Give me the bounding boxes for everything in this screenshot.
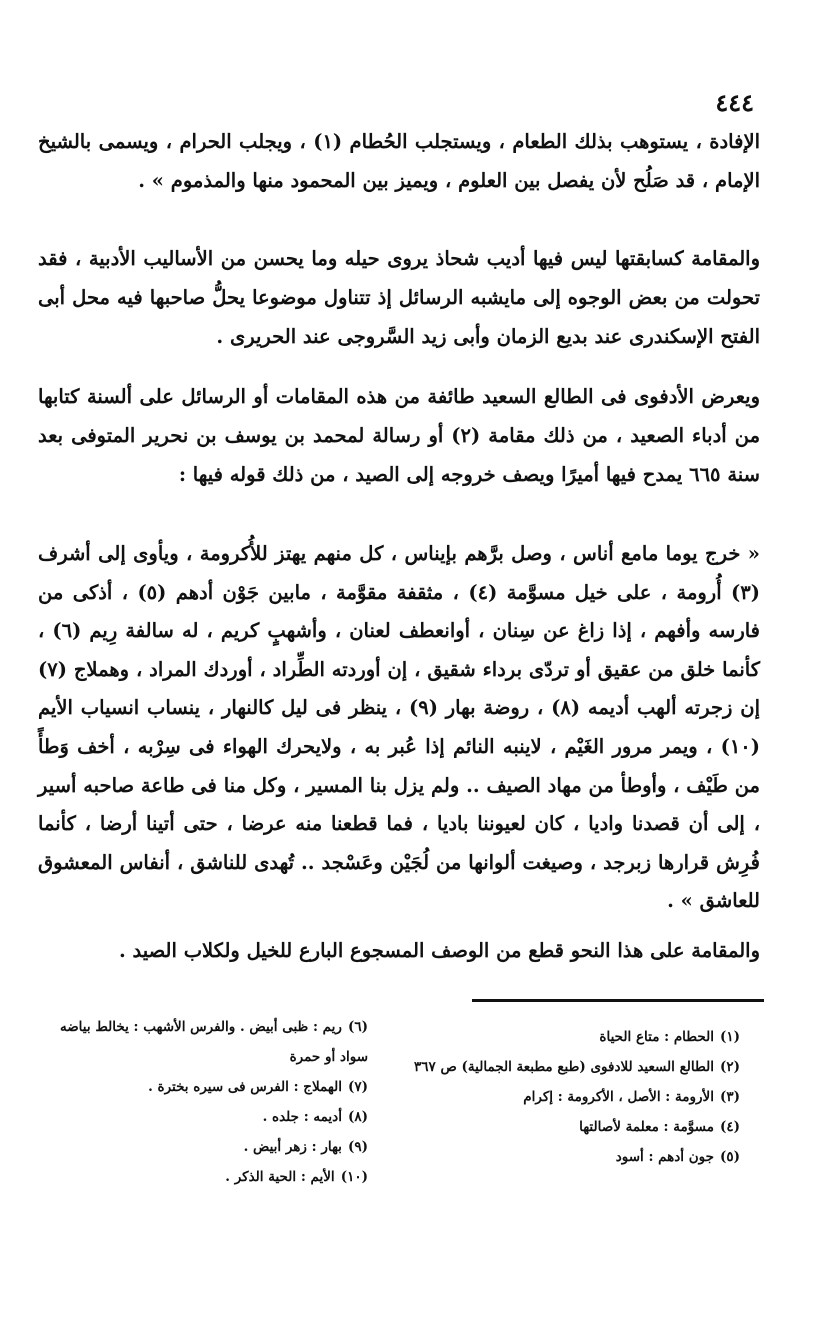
paragraph-1: الإفادة ، يستوهب بذلك الطعام ، ويستجلب الحُطام (١) ، ويجلب الحرام ، ويسمى بالشيخ الإمام ، قد صَلُح لأن يفصل بين العلوم ، ويميز بين المحمود منها والمذموم » .: [38, 130, 760, 192]
footnote: (٧)الهملاج : الفرس فى سيره بخترة .: [148, 1079, 368, 1095]
footnote: (١٠)الأيم : الحية الذكر .: [225, 1169, 368, 1185]
footnotes-left-column: [28, 1012, 368, 1192]
footnote: (٤)مسوَّمة : معلمة لأصالتها: [579, 1119, 740, 1135]
footnote: (٨)أديمه : جلده .: [262, 1109, 368, 1125]
footnote-separator: [472, 999, 764, 1002]
footnotes-right-column: [400, 1022, 740, 1172]
footnote: (٩)بهار : زهر أبيض .: [243, 1139, 368, 1155]
quoted-maqama-passage: « خرج يوما مامع أناس ، وصل برَّهم بإيناس ، كل منهم يهتز للأُكرومة ، ويأوى إلى أشرف (٣) أُرومة ، على خيل مسوَّمة (٤) ، مثقفة مقوَّمة ، مابين جَوْن أدهم (٥) ، أذكى من فارسه وأفهم ، إذا زاغ عن سِنان ، أوانعطف لعنان ، وأشهبٍ كريم ، له سالفة رِيم (٦) ، كأنما خلق من عقيق أو تردّى برداء شقيق ، إن أوردته الطِّراد ، أوردك المراد ، وهملاج (٧) إن زجرته ألهب أديمه (٨) ، روضة بهار (٩) ، ينظر فى ليل كالنهار ، ينساب انسياب الأيم (١٠) ، ويمر مرور الغَيْم ، لاينبه النائم إذا عُبر به ، ولايحرك الهواء فى سِرْبه ، أخف وَطأً من طَيْف ، وأوطأ من مهاد الصيف .. ولم يزل بنا المسير ، وكل منا فى طاعة صاحبه أسير ، إلى أن قصدنا واديا ، كان لعيوننا باديا ، فما قطعنا منه عرضا ، حتى أتينا أرضا ، كأنما فُرِش قرارها زبرجد ، وصيغت ألوانها من لُجَيْن وعَسْجد .. تُهدى للناشق ، أنفاس المعشوق للعاشق » .: [38, 542, 761, 913]
footnote: (٣)الأرومة : الأصل ، الأكرومة : إكرام: [523, 1089, 740, 1105]
page-number: ٤٤٤: [715, 88, 754, 117]
footnote: (٢)الطالع السعيد للادفوى (طبع مطبعة الجمالية) ص ٣٦٧: [414, 1059, 740, 1075]
paragraph-5: والمقامة على هذا النحو قطع من الوصف المسجوع البارع للخيل ولكلاب الصيد .: [118, 939, 760, 962]
footnote: (٦)ريم : ظبى أبيض . والفرس الأشهب : يخالط بياضه سواد أو حمرة: [59, 1019, 368, 1065]
paragraph-2: والمقامة كسابقتها ليس فيها أديب شحاذ يروى حيله وما يحسن من الأساليب الأدبية ، فقد تحولت من بعض الوجوه إلى مايشبه الرسائل إذ تتناول موضوعا يحلُّ صاحبها فيه محل أبى الفتح الإسكندرى عند بديع الزمان وأبى زيد السَّروجى عند الحريرى .: [38, 247, 760, 348]
footnote: (١)الحطام : متاع الحياة: [599, 1029, 740, 1045]
footnote: (٥)جون أدهم : أسود: [615, 1149, 740, 1165]
paragraph-3: ويعرض الأدفوى فى الطالع السعيد طائفة من هذه المقامات أو الرسائل على ألسنة كتابها من أدباء الصعيد ، من ذلك مقامة (٢) أو رسالة لمحمد بن يوسف بن نحرير المتوفى بعد سنة ٦٦٥ يمدح فيها أميرًا ويصف خروجه إلى الصيد ، من ذلك قوله فيها :: [38, 385, 761, 486]
